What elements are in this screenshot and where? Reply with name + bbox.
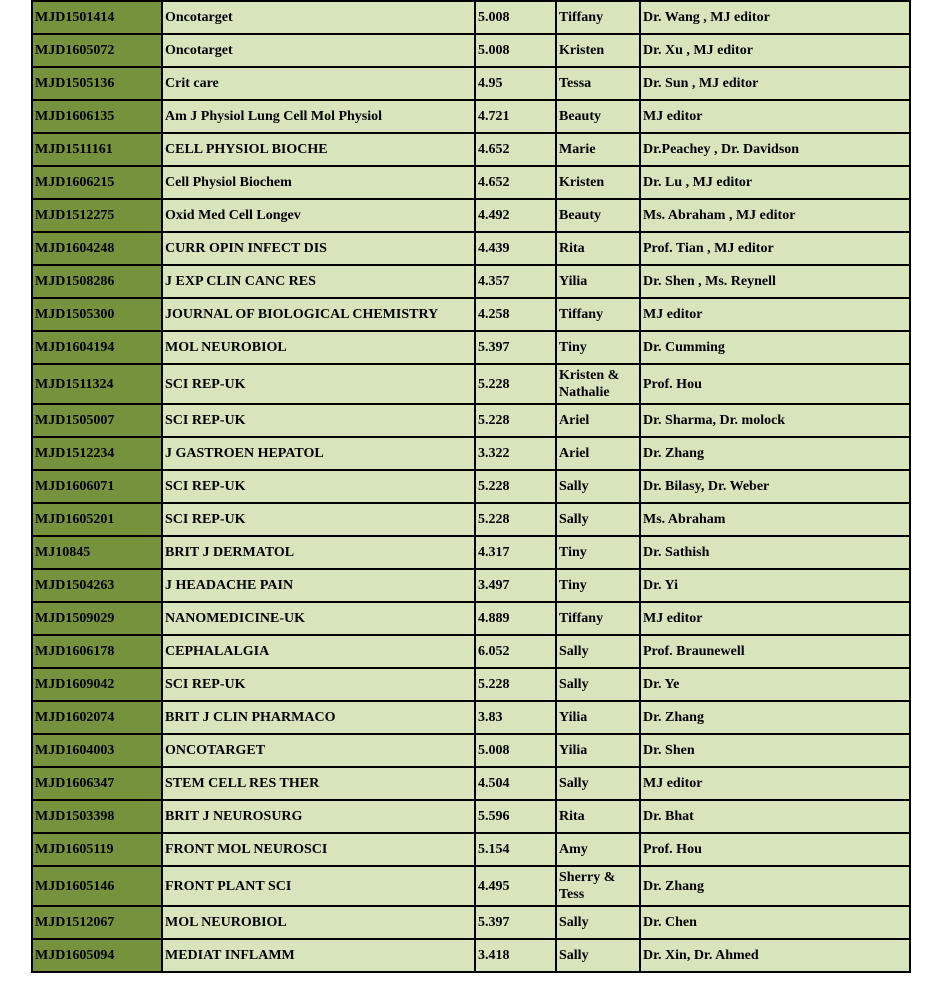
journal-cell: FRONT MOL NEUROSCI xyxy=(162,833,475,866)
manuscript-id-cell: MJD1606071 xyxy=(32,470,162,503)
journal-cell: J GASTROEN HEPATOL xyxy=(162,437,475,470)
manuscript-id-cell: MJD1512275 xyxy=(32,199,162,232)
editor-cell: Dr. Xin, Dr. Ahmed xyxy=(640,939,910,972)
journal-cell: Crit care xyxy=(162,67,475,100)
impact-factor-cell: 4.439 xyxy=(475,232,556,265)
impact-factor-cell: 4.95 xyxy=(475,67,556,100)
manuscript-table xyxy=(31,0,911,973)
impact-factor-cell: 4.889 xyxy=(475,602,556,635)
journal-cell: CURR OPIN INFECT DIS xyxy=(162,232,475,265)
manuscript-id-cell: MJD1606135 xyxy=(32,100,162,133)
journal-cell: J EXP CLIN CANC RES xyxy=(162,265,475,298)
manuscript-id-cell: MJD1508286 xyxy=(32,265,162,298)
staff-cell: Beauty xyxy=(556,100,640,133)
manuscript-id-cell: MJD1511324 xyxy=(32,364,162,404)
impact-factor-cell: 6.052 xyxy=(475,635,556,668)
editor-cell: Dr. Shen xyxy=(640,734,910,767)
journal-cell: SCI REP-UK xyxy=(162,404,475,437)
journal-cell: J HEADACHE PAIN xyxy=(162,569,475,602)
impact-factor-cell: 5.228 xyxy=(475,404,556,437)
journal-cell: STEM CELL RES THER xyxy=(162,767,475,800)
journal-cell: SCI REP-UK xyxy=(162,503,475,536)
staff-cell: Yilia xyxy=(556,265,640,298)
editor-cell: Ms. Abraham , MJ editor xyxy=(640,199,910,232)
journal-cell: Am J Physiol Lung Cell Mol Physiol xyxy=(162,100,475,133)
journal-cell: JOURNAL OF BIOLOGICAL CHEMISTRY xyxy=(162,298,475,331)
editor-cell: MJ editor xyxy=(640,100,910,133)
manuscript-id-cell: MJD1512067 xyxy=(32,906,162,939)
staff-cell: Sally xyxy=(556,906,640,939)
staff-cell: Tessa xyxy=(556,67,640,100)
table-row xyxy=(32,503,910,536)
editor-cell: Dr. Zhang xyxy=(640,437,910,470)
staff-cell: Sherry & Tess xyxy=(556,866,640,906)
journal-cell: MOL NEUROBIOL xyxy=(162,331,475,364)
table-row xyxy=(32,833,910,866)
table-row xyxy=(32,668,910,701)
staff-cell: Yilia xyxy=(556,701,640,734)
table-row xyxy=(32,265,910,298)
editor-cell: Dr. Xu , MJ editor xyxy=(640,34,910,67)
journal-cell: FRONT PLANT SCI xyxy=(162,866,475,906)
journal-cell: Oncotarget xyxy=(162,1,475,34)
manuscript-id-cell: MJD1604194 xyxy=(32,331,162,364)
editor-cell: Dr.Peachey , Dr. Davidson xyxy=(640,133,910,166)
editor-cell: MJ editor xyxy=(640,767,910,800)
table-row xyxy=(32,939,910,972)
editor-cell: Dr. Zhang xyxy=(640,701,910,734)
journal-cell: BRIT J DERMATOL xyxy=(162,536,475,569)
journal-cell: Cell Physiol Biochem xyxy=(162,166,475,199)
impact-factor-cell: 5.397 xyxy=(475,331,556,364)
impact-factor-cell: 4.357 xyxy=(475,265,556,298)
staff-cell: Sally xyxy=(556,470,640,503)
impact-factor-cell: 4.721 xyxy=(475,100,556,133)
impact-factor-cell: 5.596 xyxy=(475,800,556,833)
manuscript-id-cell: MJD1604003 xyxy=(32,734,162,767)
journal-cell: ONCOTARGET xyxy=(162,734,475,767)
table-row xyxy=(32,734,910,767)
manuscript-id-cell: MJD1504263 xyxy=(32,569,162,602)
journal-cell: BRIT J CLIN PHARMACO xyxy=(162,701,475,734)
editor-cell: Prof. Tian , MJ editor xyxy=(640,232,910,265)
staff-cell: Tiffany xyxy=(556,298,640,331)
staff-cell: Beauty xyxy=(556,199,640,232)
staff-cell: Tiny xyxy=(556,331,640,364)
editor-cell: MJ editor xyxy=(640,298,910,331)
staff-cell: Sally xyxy=(556,767,640,800)
manuscript-id-cell: MJD1605072 xyxy=(32,34,162,67)
editor-cell: Dr. Sun , MJ editor xyxy=(640,67,910,100)
table-row xyxy=(32,232,910,265)
editor-cell: Dr. Chen xyxy=(640,906,910,939)
journal-cell: MOL NEUROBIOL xyxy=(162,906,475,939)
impact-factor-cell: 5.008 xyxy=(475,734,556,767)
journal-cell: MEDIAT INFLAMM xyxy=(162,939,475,972)
journal-cell: BRIT J NEUROSURG xyxy=(162,800,475,833)
editor-cell: Dr. Zhang xyxy=(640,866,910,906)
staff-cell: Sally xyxy=(556,635,640,668)
journal-cell: Oncotarget xyxy=(162,34,475,67)
staff-cell: Sally xyxy=(556,668,640,701)
editor-cell: Dr. Bilasy, Dr. Weber xyxy=(640,470,910,503)
journal-cell: CELL PHYSIOL BIOCHE xyxy=(162,133,475,166)
manuscript-id-cell: MJD1605119 xyxy=(32,833,162,866)
staff-cell: Ariel xyxy=(556,437,640,470)
manuscript-id-cell: MJD1605094 xyxy=(32,939,162,972)
table-row xyxy=(32,701,910,734)
editor-cell: Dr. Ye xyxy=(640,668,910,701)
table-row xyxy=(32,437,910,470)
table-row xyxy=(32,1,910,34)
table-row xyxy=(32,331,910,364)
table-row xyxy=(32,67,910,100)
manuscript-id-cell: MJD1505007 xyxy=(32,404,162,437)
impact-factor-cell: 3.83 xyxy=(475,701,556,734)
staff-cell: Tiffany xyxy=(556,602,640,635)
manuscript-id-cell: MJD1606215 xyxy=(32,166,162,199)
staff-cell: Sally xyxy=(556,503,640,536)
impact-factor-cell: 5.008 xyxy=(475,1,556,34)
table-row xyxy=(32,569,910,602)
manuscript-id-cell: MJ10845 xyxy=(32,536,162,569)
table-row xyxy=(32,34,910,67)
impact-factor-cell: 5.228 xyxy=(475,503,556,536)
staff-cell: Ariel xyxy=(556,404,640,437)
staff-cell: Marie xyxy=(556,133,640,166)
impact-factor-cell: 3.418 xyxy=(475,939,556,972)
editor-cell: Dr. Wang , MJ editor xyxy=(640,1,910,34)
editor-cell: Dr. Shen , Ms. Reynell xyxy=(640,265,910,298)
impact-factor-cell: 4.652 xyxy=(475,166,556,199)
journal-cell: SCI REP-UK xyxy=(162,668,475,701)
editor-cell: Prof. Hou xyxy=(640,364,910,404)
journal-cell: CEPHALALGIA xyxy=(162,635,475,668)
staff-cell: Sally xyxy=(556,939,640,972)
manuscript-id-cell: MJD1602074 xyxy=(32,701,162,734)
impact-factor-cell: 4.258 xyxy=(475,298,556,331)
manuscript-id-cell: MJD1606178 xyxy=(32,635,162,668)
impact-factor-cell: 5.008 xyxy=(475,34,556,67)
impact-factor-cell: 4.495 xyxy=(475,866,556,906)
manuscript-id-cell: MJD1505136 xyxy=(32,67,162,100)
table-row xyxy=(32,635,910,668)
manuscript-id-cell: MJD1606347 xyxy=(32,767,162,800)
impact-factor-cell: 5.228 xyxy=(475,364,556,404)
editor-cell: Dr. Bhat xyxy=(640,800,910,833)
table-row xyxy=(32,906,910,939)
impact-factor-cell: 5.228 xyxy=(475,470,556,503)
manuscript-id-cell: MJD1503398 xyxy=(32,800,162,833)
impact-factor-cell: 3.322 xyxy=(475,437,556,470)
editor-cell: Ms. Abraham xyxy=(640,503,910,536)
impact-factor-cell: 4.317 xyxy=(475,536,556,569)
staff-cell: Tiffany xyxy=(556,1,640,34)
journal-cell: SCI REP-UK xyxy=(162,364,475,404)
staff-cell: Tiny xyxy=(556,569,640,602)
editor-cell: Prof. Hou xyxy=(640,833,910,866)
impact-factor-cell: 4.652 xyxy=(475,133,556,166)
table-row xyxy=(32,767,910,800)
editor-cell: Dr. Yi xyxy=(640,569,910,602)
manuscript-id-cell: MJD1605201 xyxy=(32,503,162,536)
editor-cell: MJ editor xyxy=(640,602,910,635)
journal-cell: Oxid Med Cell Longev xyxy=(162,199,475,232)
table-row xyxy=(32,866,910,906)
staff-cell: Kristen & Nathalie xyxy=(556,364,640,404)
staff-cell: Yilia xyxy=(556,734,640,767)
table-row xyxy=(32,199,910,232)
impact-factor-cell: 5.154 xyxy=(475,833,556,866)
manuscript-id-cell: MJD1505300 xyxy=(32,298,162,331)
impact-factor-cell: 3.497 xyxy=(475,569,556,602)
table-row xyxy=(32,100,910,133)
editor-cell: Dr. Sharma, Dr. molock xyxy=(640,404,910,437)
manuscript-id-cell: MJD1604248 xyxy=(32,232,162,265)
staff-cell: Rita xyxy=(556,232,640,265)
manuscript-table-body xyxy=(32,1,910,972)
manuscript-id-cell: MJD1605146 xyxy=(32,866,162,906)
impact-factor-cell: 4.504 xyxy=(475,767,556,800)
editor-cell: Prof. Braunewell xyxy=(640,635,910,668)
staff-cell: Kristen xyxy=(556,166,640,199)
editor-cell: Dr. Sathish xyxy=(640,536,910,569)
staff-cell: Kristen xyxy=(556,34,640,67)
manuscript-id-cell: MJD1511161 xyxy=(32,133,162,166)
table-row xyxy=(32,133,910,166)
impact-factor-cell: 4.492 xyxy=(475,199,556,232)
staff-cell: Tiny xyxy=(556,536,640,569)
impact-factor-cell: 5.397 xyxy=(475,906,556,939)
table-row xyxy=(32,470,910,503)
table-row xyxy=(32,800,910,833)
table-row xyxy=(32,602,910,635)
manuscript-id-cell: MJD1512234 xyxy=(32,437,162,470)
table-row xyxy=(32,536,910,569)
staff-cell: Amy xyxy=(556,833,640,866)
table-row xyxy=(32,298,910,331)
journal-cell: NANOMEDICINE-UK xyxy=(162,602,475,635)
journal-cell: SCI REP-UK xyxy=(162,470,475,503)
manuscript-id-cell: MJD1509029 xyxy=(32,602,162,635)
impact-factor-cell: 5.228 xyxy=(475,668,556,701)
editor-cell: Dr. Cumming xyxy=(640,331,910,364)
manuscript-id-cell: MJD1501414 xyxy=(32,1,162,34)
editor-cell: Dr. Lu , MJ editor xyxy=(640,166,910,199)
table-row xyxy=(32,166,910,199)
table-row xyxy=(32,404,910,437)
manuscript-id-cell: MJD1609042 xyxy=(32,668,162,701)
staff-cell: Rita xyxy=(556,800,640,833)
table-row xyxy=(32,364,910,404)
